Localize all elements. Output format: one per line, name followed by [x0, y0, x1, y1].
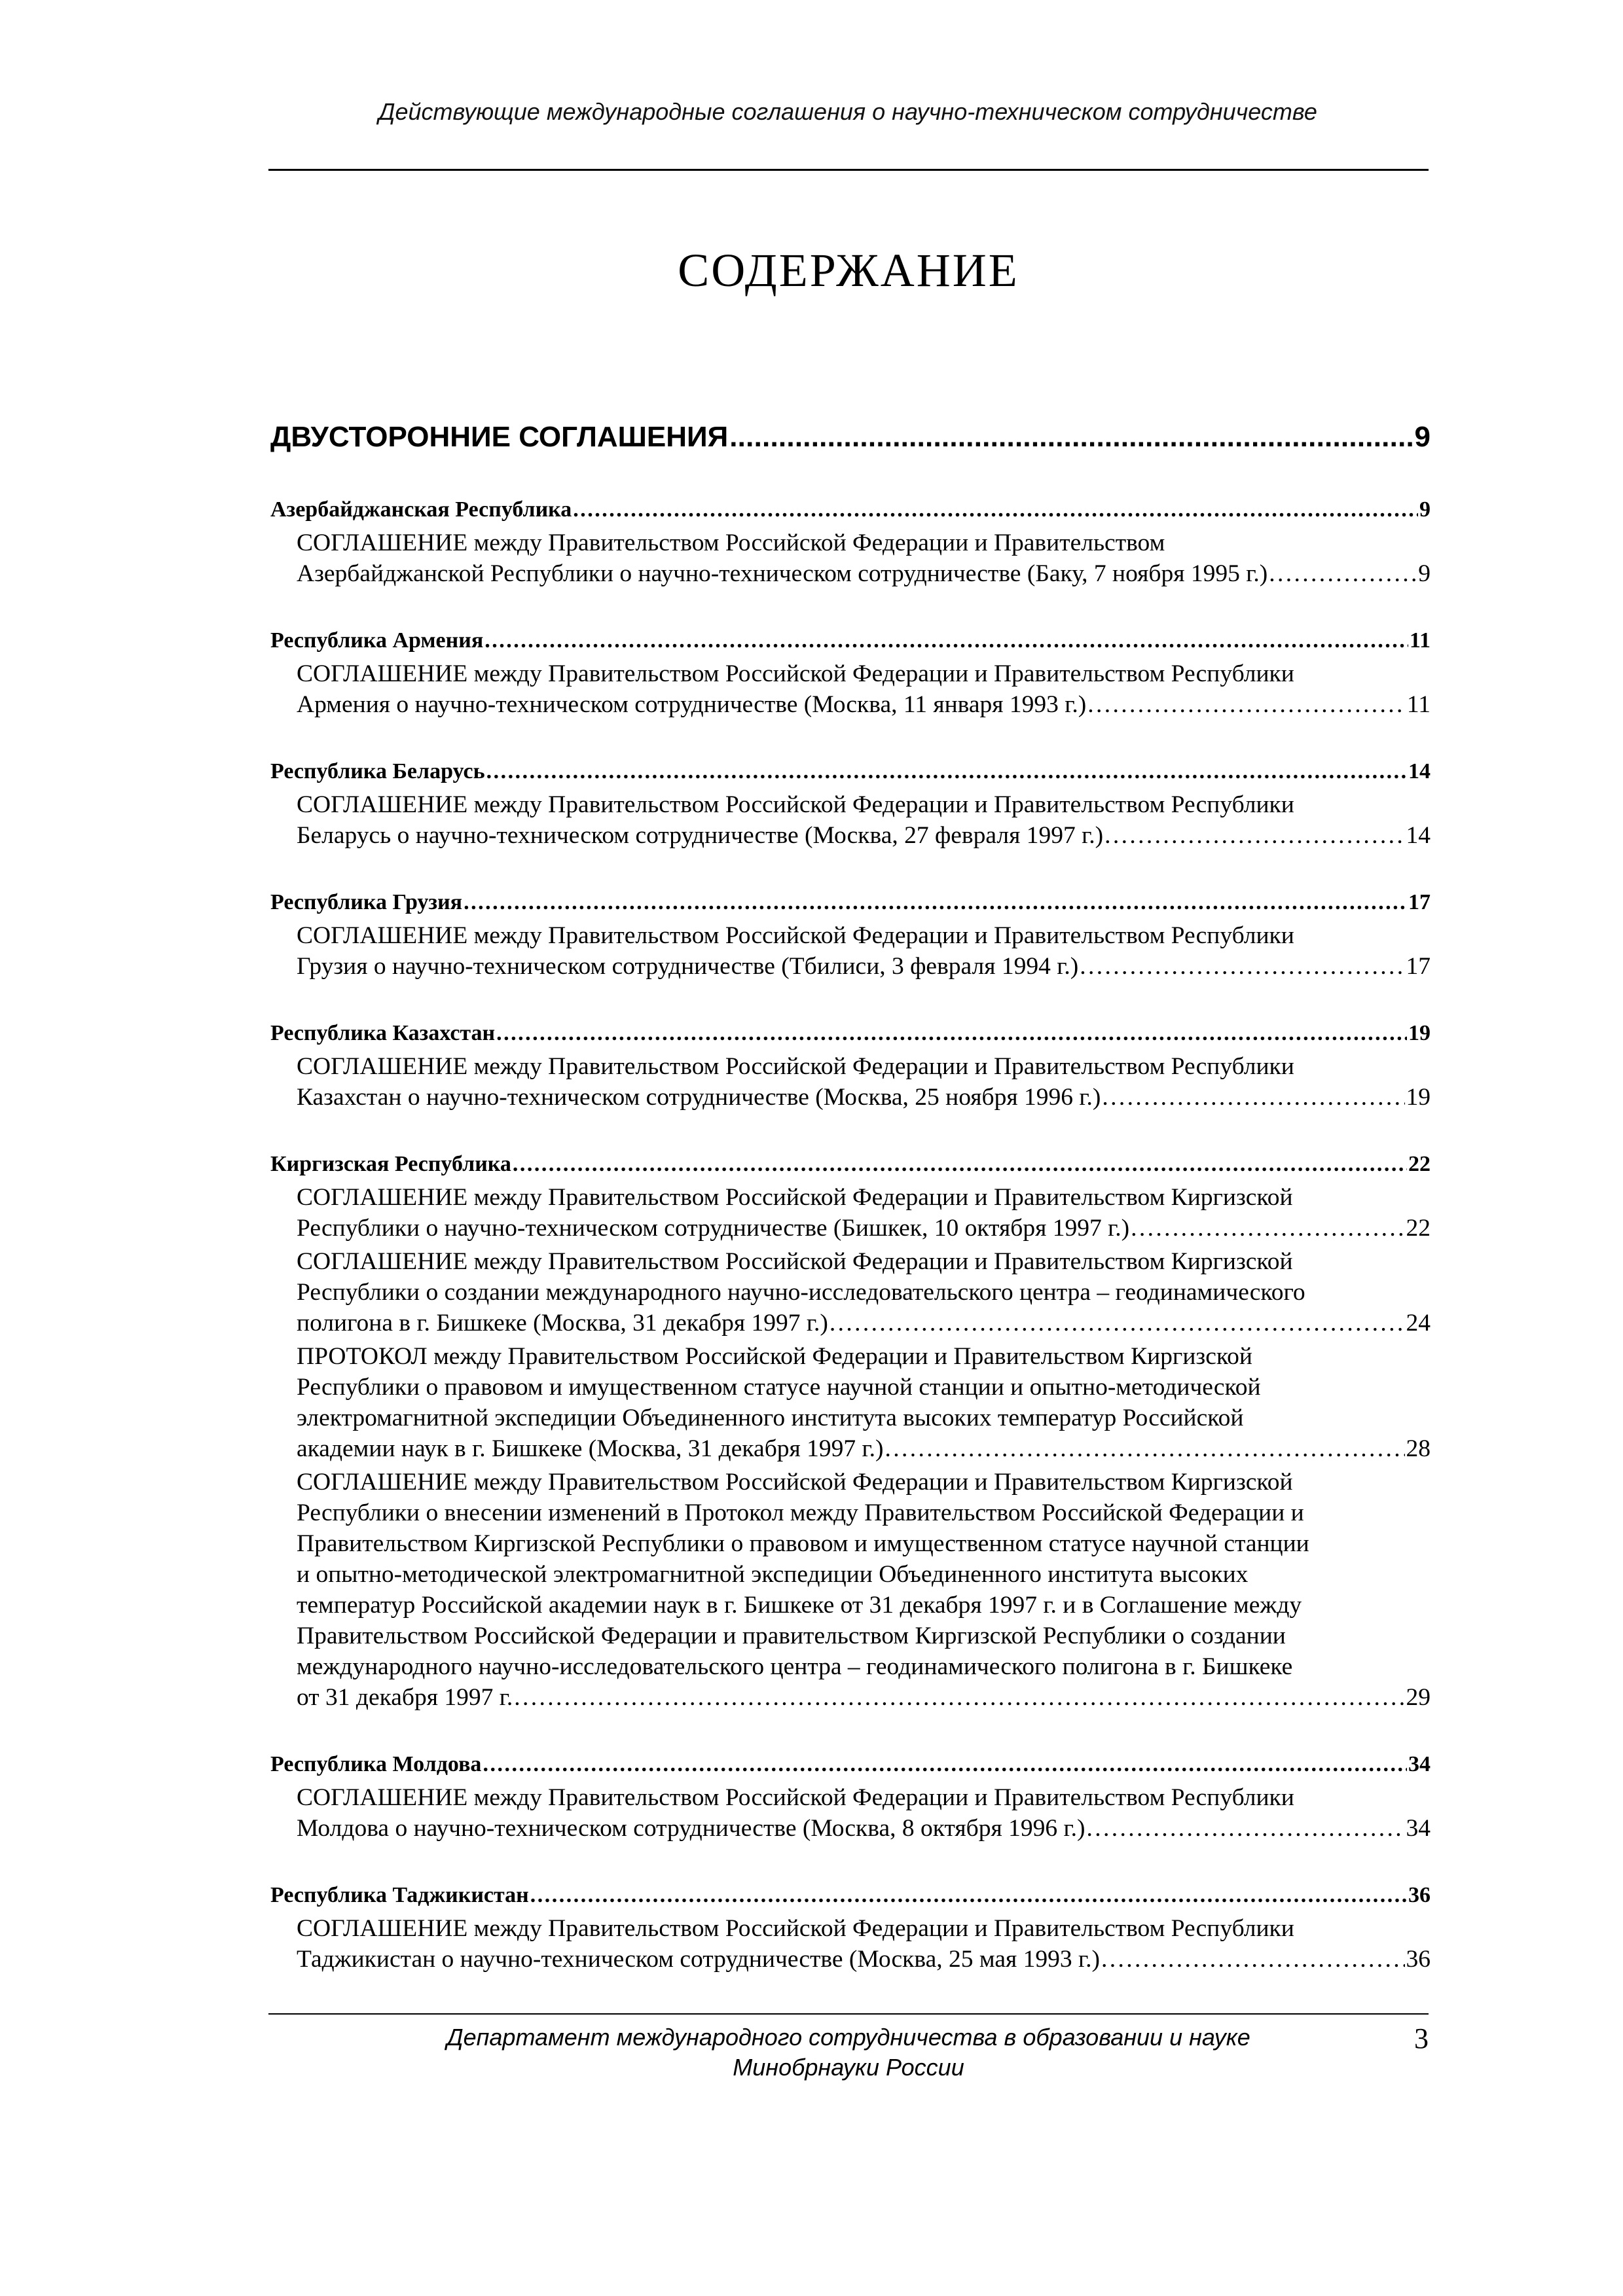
toc-entry-line: Молдова о научно-техническом сотрудничестве (Москва, 8 октября 1996 г.) [297, 1815, 1085, 1842]
toc-entry-line: СОГЛАШЕНИЕ между Правительством Российской Федерации и Правительством Киргизской [297, 1469, 1293, 1496]
toc-entry-line: Республики о создании международного научно-исследовательского центра – геодинамического [297, 1279, 1305, 1306]
toc-country-page: 17 [1408, 890, 1431, 914]
page-footer [268, 2022, 1429, 2088]
toc-entry-line: температур Российской академии наук в г. Бишкеке от 31 декабря 1997 г. и в Соглашение между [297, 1592, 1302, 1619]
dot-leader [1101, 1944, 1405, 1975]
toc-country-page: 36 [1408, 1883, 1431, 1907]
toc-country-block [270, 888, 1431, 982]
table-of-contents [270, 418, 1431, 2011]
toc-entry-last-line [297, 1082, 1431, 1113]
toc-entry-line: СОГЛАШЕНИЕ между Правительством Российской Федерации и Правительством [297, 529, 1165, 556]
toc-country-name: Республика Таджикистан [270, 1883, 529, 1907]
toc-entry-line: Правительством Российской Федерации и правительством Киргизской Республики о создании [297, 1623, 1286, 1649]
toc-entry-line: СОГЛАШЕНИЕ между Правительством Российской Федерации и Правительством Республики [297, 791, 1294, 818]
toc-country-block [270, 1018, 1431, 1113]
toc-country-row[interactable] [270, 1149, 1431, 1179]
toc-entry-page: 34 [1406, 1815, 1431, 1842]
dot-leader [464, 888, 1407, 918]
toc-entry-last-line [297, 1682, 1431, 1713]
toc-entry[interactable] [297, 920, 1431, 982]
toc-country-name: Республика Беларусь [270, 759, 485, 783]
footer-divider [268, 2013, 1429, 2015]
toc-country-block [270, 1749, 1431, 1844]
toc-entry-line: полигона в г. Бишкеке (Москва, 31 декабря 1997 г.) [297, 1310, 828, 1336]
toc-entry-line: Азербайджанской Республики о научно-техническом сотрудничестве (Баку, 7 ноября 1995 г.) [297, 560, 1268, 587]
toc-entry-line: и опытно-методической электромагнитной экспедиции Объединенного института высоких [297, 1561, 1249, 1588]
toc-entry-page: 29 [1406, 1684, 1431, 1711]
toc-country-block [270, 495, 1431, 589]
header-divider [268, 169, 1429, 171]
dot-leader [514, 1682, 1404, 1713]
toc-entry-line: Грузия о научно-техническом сотрудничестве (Тбилиси, 3 февраля 1994 г.) [297, 953, 1079, 980]
toc-entry-page: 24 [1406, 1310, 1431, 1336]
toc-entry-line: СОГЛАШЕНИЕ между Правительством Российской Федерации и Правительством Киргизской [297, 1184, 1293, 1211]
toc-country-name: Киргизская Республика [270, 1152, 511, 1176]
toc-entry-line: СОГЛАШЕНИЕ между Правительством Российской Федерации и Правительством Киргизской [297, 1248, 1293, 1275]
toc-entry-last-line [297, 689, 1431, 720]
toc-country-row[interactable] [270, 757, 1431, 787]
dot-leader [1087, 689, 1406, 720]
toc-country-page: 22 [1408, 1152, 1431, 1176]
toc-section-row[interactable] [270, 418, 1431, 457]
toc-country-block [270, 1880, 1431, 1975]
toc-country-page: 19 [1408, 1021, 1431, 1045]
toc-entry-line: СОГЛАШЕНИЕ между Правительством Российской Федерации и Правительством Республики [297, 1915, 1294, 1942]
toc-entry-line: СОГЛАШЕНИЕ между Правительством Российской Федерации и Правительством Республики [297, 1053, 1294, 1080]
toc-entry-page: 19 [1406, 1084, 1431, 1111]
toc-entry-line: Республики о научно-техническом сотрудничестве (Бишкек, 10 октября 1997 г.) [297, 1215, 1130, 1242]
page-number: 3 [1414, 2022, 1429, 2054]
toc-country-row[interactable] [270, 626, 1431, 656]
toc-entry-last-line [297, 1213, 1431, 1244]
toc-country-page: 11 [1409, 628, 1431, 653]
toc-entry[interactable] [297, 1182, 1431, 1244]
toc-country-block [270, 1149, 1431, 1713]
toc-entry-line: Правительством Киргизской Республики о правовом и имущественном статусе научной станции [297, 1530, 1309, 1557]
toc-entry-line: академии наук в г. Бишкеке (Москва, 31 декабря 1997 г.) [297, 1435, 884, 1462]
page-title: СОДЕРЖАНИЕ [678, 244, 1019, 296]
toc-entry-line: СОГЛАШЕНИЕ между Правительством Российской Федерации и Правительством Республики [297, 660, 1294, 687]
dot-leader [483, 1749, 1407, 1780]
toc-country-page: 34 [1408, 1752, 1431, 1776]
dot-leader [496, 1018, 1407, 1049]
toc-country-name: Республика Казахстан [270, 1021, 496, 1045]
dot-leader [1131, 1213, 1404, 1244]
dot-leader [1086, 1813, 1404, 1844]
toc-country-name: Республика Молдова [270, 1752, 482, 1776]
toc-entry-page: 17 [1406, 953, 1431, 980]
toc-country-row[interactable] [270, 1749, 1431, 1780]
toc-entry-page: 14 [1406, 822, 1431, 849]
toc-entry[interactable] [297, 658, 1431, 720]
toc-entry-line: электромагнитной экспедиции Объединенного института высоких температур Российской [297, 1405, 1244, 1431]
toc-entry-line: Таджикистан о научно-техническом сотрудничестве (Москва, 25 мая 1993 г.) [297, 1946, 1100, 1973]
toc-entry-page: 22 [1406, 1215, 1431, 1242]
dot-leader [885, 1433, 1405, 1464]
toc-entry-line: Казахстан о научно-техническом сотрудничестве (Москва, 25 ноября 1996 г.) [297, 1084, 1101, 1111]
toc-entry-last-line [297, 1308, 1431, 1338]
toc-entry-last-line [297, 1944, 1431, 1975]
toc-entry-line: международного научно-исследовательского центра – геодинамического полигона в г. Бишкеке [297, 1653, 1293, 1680]
toc-entry[interactable] [297, 1913, 1431, 1975]
toc-entry-line: Армения о научно-техническом сотрудничестве (Москва, 11 января 1993 г.) [297, 691, 1087, 718]
dot-leader [1269, 558, 1417, 589]
dot-leader [484, 626, 1408, 656]
toc-country-row[interactable] [270, 888, 1431, 918]
toc-entry-line: от 31 декабря 1997 г. [297, 1684, 513, 1711]
footer-line-2: Минобрнауки России [733, 2054, 964, 2081]
footer-line-1: Департамент международного сотрудничества в образовании и науке [447, 2024, 1250, 2051]
toc-entry-line: СОГЛАШЕНИЕ между Правительством Российской Федерации и Правительством Республики [297, 922, 1294, 949]
toc-entry-line: Республики о внесении изменений в Протокол между Правительством Российской Федерации и [297, 1499, 1304, 1526]
dot-leader [1104, 820, 1404, 851]
toc-section-label: ДВУСТОРОННИЕ СОГЛАШЕНИЯ [270, 421, 729, 453]
toc-entry[interactable] [297, 1051, 1431, 1113]
toc-country-row[interactable] [270, 495, 1431, 525]
toc-country-block [270, 626, 1431, 720]
footer-text [268, 2022, 1429, 2083]
toc-country-name: Республика Грузия [270, 890, 463, 914]
toc-country-page: 14 [1408, 759, 1431, 783]
toc-entry-line: ПРОТОКОЛ между Правительством Российской Федерации и Правительством Киргизской [297, 1343, 1252, 1370]
toc-entry-line: Республики о правовом и имущественном статусе научной станции и опытно-методической [297, 1374, 1261, 1401]
toc-entry[interactable] [297, 1467, 1431, 1713]
toc-country-name: Республика Армения [270, 628, 484, 653]
toc-entry-page: 28 [1406, 1435, 1431, 1462]
dot-leader [729, 418, 1413, 457]
toc-entry-page: 11 [1406, 691, 1431, 718]
toc-entry-page: 9 [1418, 560, 1431, 587]
dot-leader [513, 1149, 1407, 1179]
toc-country-name: Азербайджанская Республика [270, 497, 572, 522]
toc-country-row[interactable] [270, 1880, 1431, 1910]
toc-entry-last-line [297, 951, 1431, 982]
toc-entry[interactable] [297, 1341, 1431, 1464]
toc-country-row[interactable] [270, 1018, 1431, 1049]
toc-entry[interactable] [297, 1246, 1431, 1338]
toc-country-page: 9 [1419, 497, 1431, 522]
toc-country-list [270, 495, 1431, 1975]
toc-entry-line: Беларусь о научно-техническом сотрудничестве (Москва, 27 февраля 1997 г.) [297, 822, 1104, 849]
toc-entry-last-line [297, 820, 1431, 851]
toc-entry[interactable] [297, 528, 1431, 589]
dot-leader [486, 757, 1407, 787]
toc-entry-last-line [297, 558, 1431, 589]
toc-entry-line: СОГЛАШЕНИЕ между Правительством Российской Федерации и Правительством Республики [297, 1784, 1294, 1811]
toc-entry[interactable] [297, 1782, 1431, 1844]
toc-entry-last-line [297, 1813, 1431, 1844]
dot-leader [1102, 1082, 1404, 1113]
toc-section-page: 9 [1414, 421, 1431, 453]
dot-leader [1080, 951, 1404, 982]
toc-entry-last-line [297, 1433, 1431, 1464]
toc-country-block [270, 757, 1431, 851]
running-header: Действующие международные соглашения о научно-техническом сотрудничестве [378, 98, 1317, 125]
dot-leader [530, 1880, 1407, 1910]
dot-leader [830, 1308, 1405, 1338]
toc-entry[interactable] [297, 789, 1431, 851]
toc-entry-page: 36 [1406, 1946, 1431, 1973]
dot-leader [573, 495, 1418, 525]
